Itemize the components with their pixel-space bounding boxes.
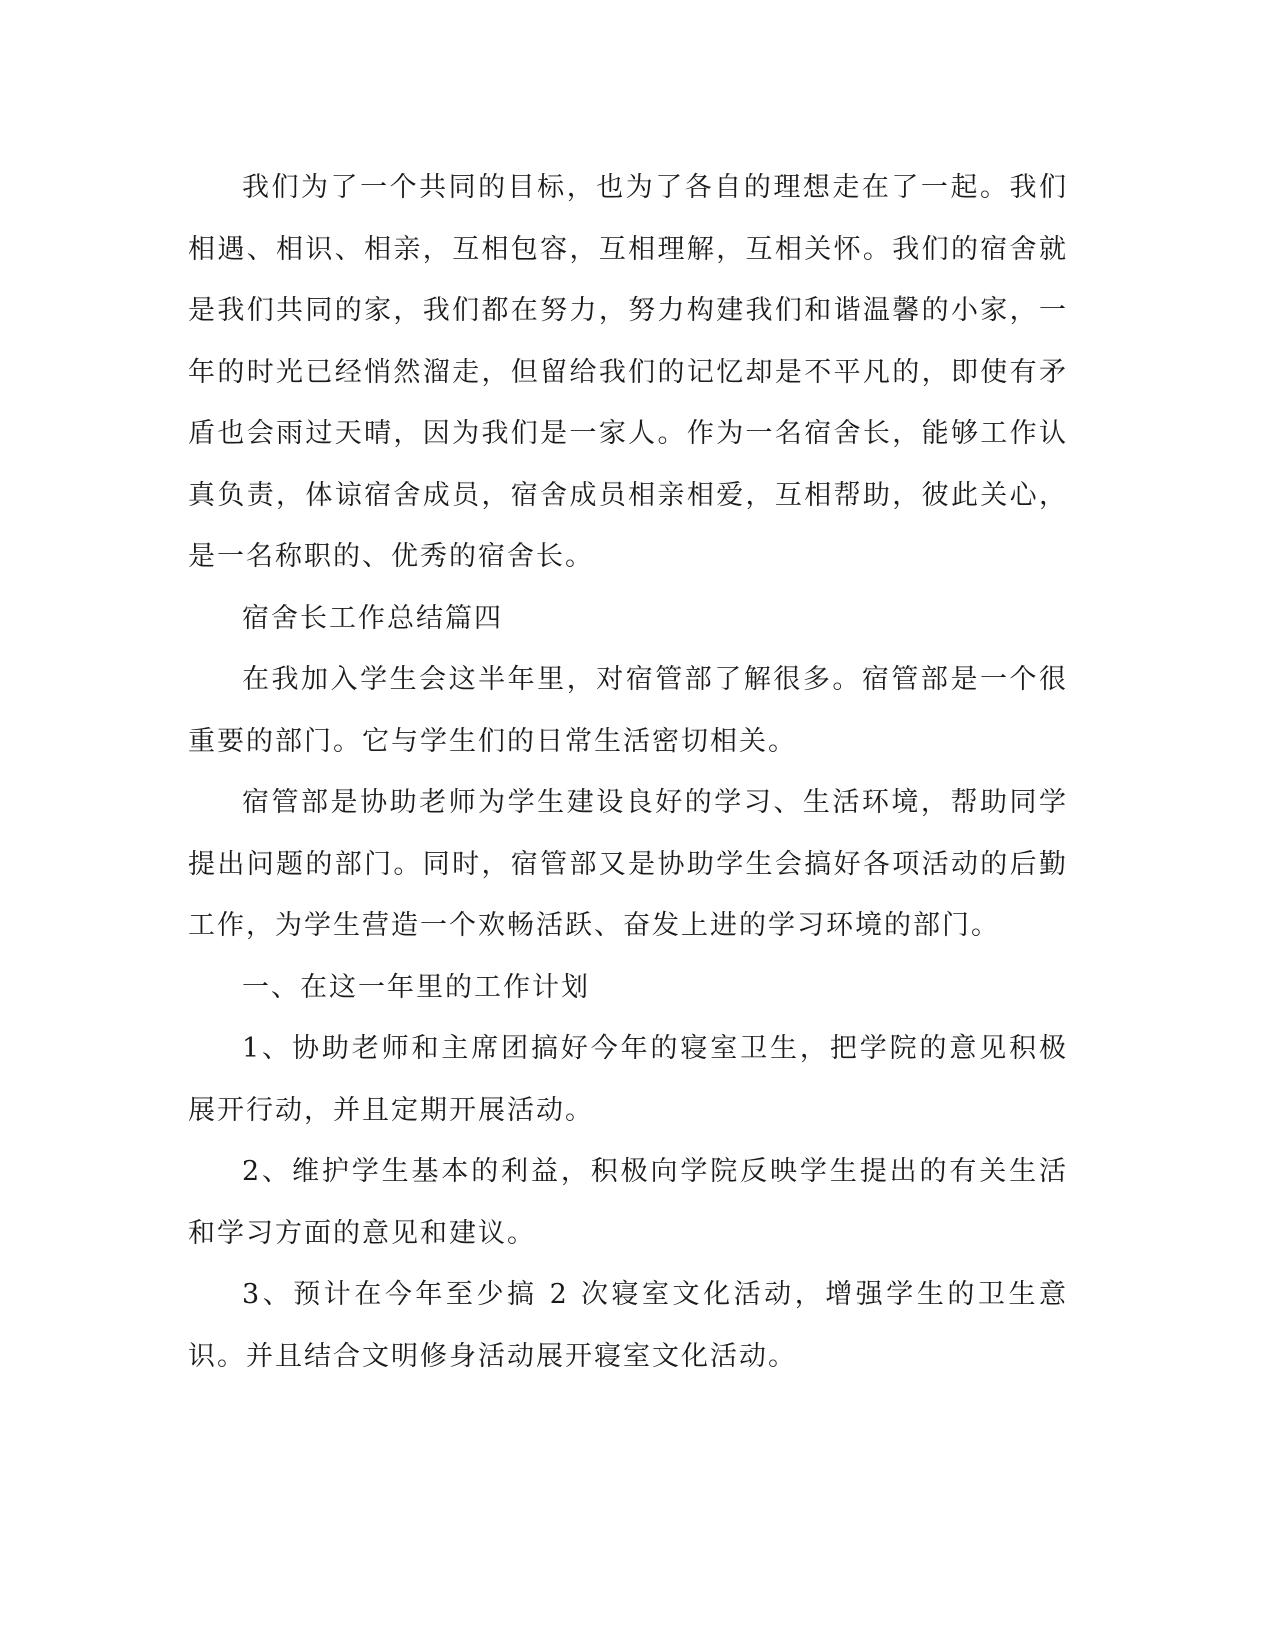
plan-item-2: 2、维护学生基本的利益，积极向学院反映学生提出的有关生活和学习方面的意见和建议。 <box>188 1156 1068 1249</box>
document-body <box>188 157 1068 1387</box>
paragraph-dorm-department-role: 宿管部是协助老师为学生建设良好的学习、生活环境，帮助同学提出问题的部门。同时，宿管部又是协助学生会搞好各项活动的后勤工作，为学生营造一个欢畅活跃、奋发上进的学习环境的部门。 <box>188 787 1068 941</box>
plan-item-1: 1、协助老师和主席团搞好今年的寝室卫生，把学院的意见积极展开行动，并且定期开展活动。 <box>188 1033 1068 1126</box>
paragraph-student-union-intro: 在我加入学生会这半年里，对宿管部了解很多。宿管部是一个很重要的部门。它与学生们的日常生活密切相关。 <box>188 664 1068 757</box>
plan-item-3: 3、预计在今年至少搞 2 次寝室文化活动，增强学生的卫生意识。并且结合文明修身活动展开寝室文化活动。 <box>188 1279 1068 1372</box>
paragraph-dormitory-family: 我们为了一个共同的目标，也为了各自的理想走在了一起。我们相遇、相识、相亲，互相包容，互相理解，互相关怀。我们的宿舍就是我们共同的家，我们都在努力，努力构建我们和谐温馨的小家，一年的时光已经悄然溜走，但留给我们的记忆却是不平凡的，即使有矛盾也会雨过天晴，因为我们是一家人。作为一名宿舍长，能够工作认真负责，体谅宿舍成员，宿舍成员相亲相爱，互相帮助，彼此关心，是一名称职的、优秀的宿舍长。 <box>188 172 1068 572</box>
section-heading-part-four: 宿舍长工作总结篇四 <box>242 602 503 634</box>
section-heading-work-plan: 一、在这一年里的工作计划 <box>242 971 590 1003</box>
